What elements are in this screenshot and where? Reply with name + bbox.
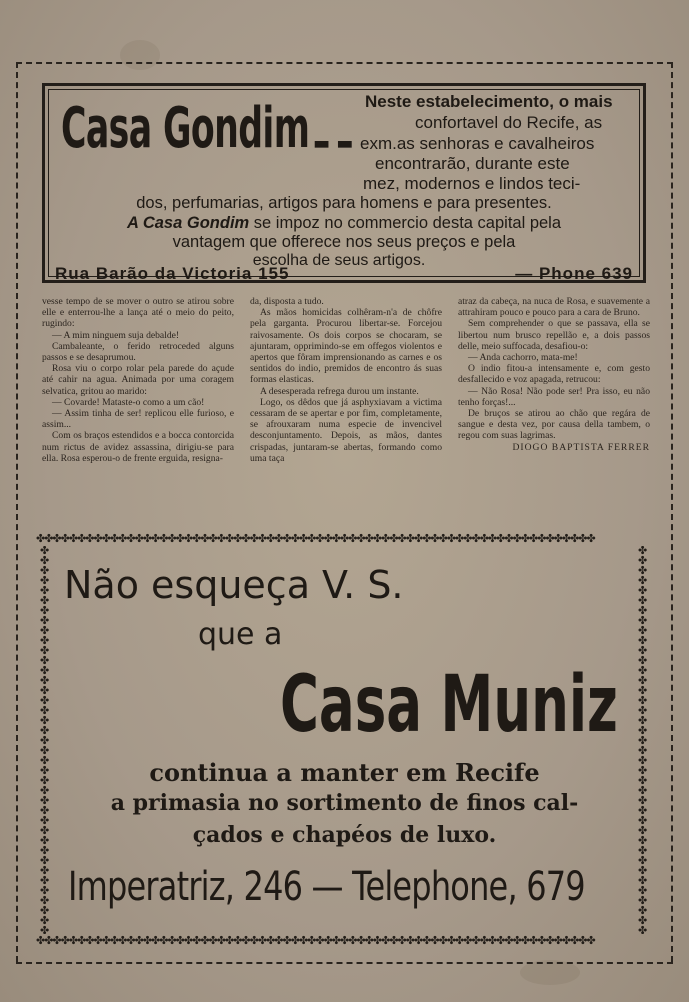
ornament-border-left: ✤✤✤✤✤✤✤✤✤✤✤✤✤✤✤✤✤✤✤✤✤✤✤✤✤✤✤✤✤✤✤✤✤✤✤✤✤✤✤ bbox=[40, 546, 50, 934]
story-column-2 bbox=[250, 296, 442, 464]
ad-gondim-line bbox=[45, 214, 643, 233]
ad-casa-gondim bbox=[42, 83, 646, 283]
story-paragraph: atraz da cabeça, na nuca de Rosa, e suavemente a attrahiram pouco e pouco para a cara de Bruno. bbox=[458, 296, 650, 319]
story-paragraph: Logo, os dêdos que já asphyxiavam a victima cessaram de se apertar e por fim, completamente, se afrouxaram numa especie de invencivel desconjuntamento. Depois, as mãos, dantes crispadas, juntaram-se abertas, formando como uma taça bbox=[250, 396, 442, 464]
story-paragraph: Com os braços estendidos e a bocca contorcida num rictus de avidez assassina, dirigiu-se para ella. Rosa esperou-o de frente erguida, resigna- bbox=[42, 430, 234, 464]
ornament-border-right: ✤✤✤✤✤✤✤✤✤✤✤✤✤✤✤✤✤✤✤✤✤✤✤✤✤✤✤✤✤✤✤✤✤✤✤✤✤✤✤ bbox=[638, 546, 648, 934]
ad-gondim-rest: se impoz no commercio desta capital pela bbox=[249, 214, 562, 232]
story-paragraph: vesse tempo de se mover o outro se atirou sobre elle e enterrou-lhe a lança até o meio do peito, rugindo: bbox=[42, 296, 234, 330]
ad-gondim-right-line: confortavel do Recife, as bbox=[415, 113, 603, 132]
story-paragraph: Rosa viu o corpo rolar pela parede do açude até cahir na agua. Animada por uma coragem selvatica, gritou ao marido: bbox=[42, 363, 234, 397]
ad-gondim-line: escolha de seus artigos. bbox=[252, 252, 426, 269]
story-paragraph: O indio fitou-a intensamente e, com gesto desfallecido e voz apagada, retrucou: bbox=[458, 363, 650, 386]
ad-muniz-footer: Imperatriz, 246 — Telephone, 679 bbox=[68, 864, 585, 910]
ad-muniz-line: continua a manter em Recife bbox=[149, 758, 540, 787]
story-paragraph: — A mim ninguem suja debalde! bbox=[52, 329, 180, 341]
story-paragraph: — Assim tinha de ser! replicou elle furioso, e assim... bbox=[42, 408, 234, 431]
story-paragraph: da, disposta a tudo. bbox=[250, 296, 324, 307]
story-paragraph: — Anda cachorro, mata-me! bbox=[468, 352, 578, 364]
ad-gondim-right-line: encontrarão, durante este bbox=[375, 154, 570, 173]
story-column-3 bbox=[458, 296, 650, 453]
story-signature: DIOGO BAPTISTA FERRER bbox=[512, 441, 650, 453]
ad-muniz-line: Não esqueça V. S. bbox=[64, 563, 404, 607]
ad-gondim-phone: — Phone 639 bbox=[515, 264, 633, 283]
ad-gondim-right-line: Neste estabelecimento, o mais bbox=[365, 92, 613, 111]
ornament-border-bottom: ✤✤✤✤✤✤✤✤✤✤✤✤✤✤✤✤✤✤✤✤✤✤✤✤✤✤✤✤✤✤✤✤✤✤✤✤✤✤✤✤✤✤✤✤✤✤✤✤✤✤✤✤✤✤✤✤✤✤✤✤✤✤✤✤✤✤✤✤ bbox=[36, 934, 595, 947]
left-rule bbox=[16, 62, 18, 962]
ad-gondim-name: Casa Gondim bbox=[61, 96, 310, 161]
ad-gondim-lead: A Casa Gondim bbox=[126, 214, 250, 232]
story-paragraph: Sem comprehender o que se passava, ella se libertou num brusco repellão e, a dois passos delle, meio suffocada, desafiou-o: bbox=[458, 318, 650, 352]
story-column-1 bbox=[42, 296, 234, 464]
ad-gondim-right-line: mez, modernos e lindos teci- bbox=[363, 174, 581, 193]
right-rule bbox=[671, 62, 673, 962]
story-paragraph: As mãos homicidas colhêram-n'a de chôfre pela garganta. Procurou libertar-se. Forcejou raivosamente. Os dois corpos se chocaram, se ajuntaram, opprimindo-se em offegos violentos e apertos que fôram imprensionando as carnes e os sentidos do indio, premidos de encontro ás suas formas elasticas. bbox=[250, 307, 442, 386]
ad-gondim-line: vantagem que offerece nos seus preços e pela bbox=[172, 233, 516, 251]
ad-muniz-line: a primasia no sortimento de finos cal- bbox=[110, 790, 579, 816]
ad-gondim-address-row bbox=[55, 264, 633, 284]
story-paragraph: — Não Rosa! Não pode ser! Pra isso, eu não tenho forças!... bbox=[458, 385, 650, 408]
top-rule bbox=[16, 62, 673, 64]
ad-muniz-line: çados e chapéos de luxo. bbox=[192, 822, 497, 848]
story-paragraph: Cambaleante, o ferido retroceded alguns passos e se desaprumou. bbox=[42, 340, 234, 364]
ad-gondim-right-line: exm.as senhoras e cavalheiros bbox=[360, 134, 595, 153]
ad-muniz-line: que a bbox=[198, 617, 283, 652]
ad-gondim-dash: ▬ ▬ bbox=[313, 133, 354, 154]
story-paragraph: De bruços se atirou ao chão que regára de sangue e desta vez, por causa della tambem, o regou com suas lagrimas. bbox=[458, 408, 650, 442]
ad-gondim-address: Rua Barão da Victoria 155 bbox=[55, 264, 290, 283]
bottom-rule bbox=[16, 962, 673, 964]
paper-stain bbox=[120, 40, 160, 70]
ad-gondim-line: dos, perfumarias, artigos para homens e para presentes. bbox=[136, 194, 552, 212]
story-paragraph: — Covarde! Mataste-o como a um cão! bbox=[52, 396, 205, 408]
story-paragraph: A desesperada refrega durou um instante. bbox=[260, 385, 419, 397]
ornament-border-top: ✤✤✤✤✤✤✤✤✤✤✤✤✤✤✤✤✤✤✤✤✤✤✤✤✤✤✤✤✤✤✤✤✤✤✤✤✤✤✤✤✤✤✤✤✤✤✤✤✤✤✤✤✤✤✤✤✤✤✤✤✤✤✤✤✤✤✤✤ bbox=[36, 532, 595, 545]
ad-muniz-name: Casa Muniz bbox=[280, 660, 618, 750]
